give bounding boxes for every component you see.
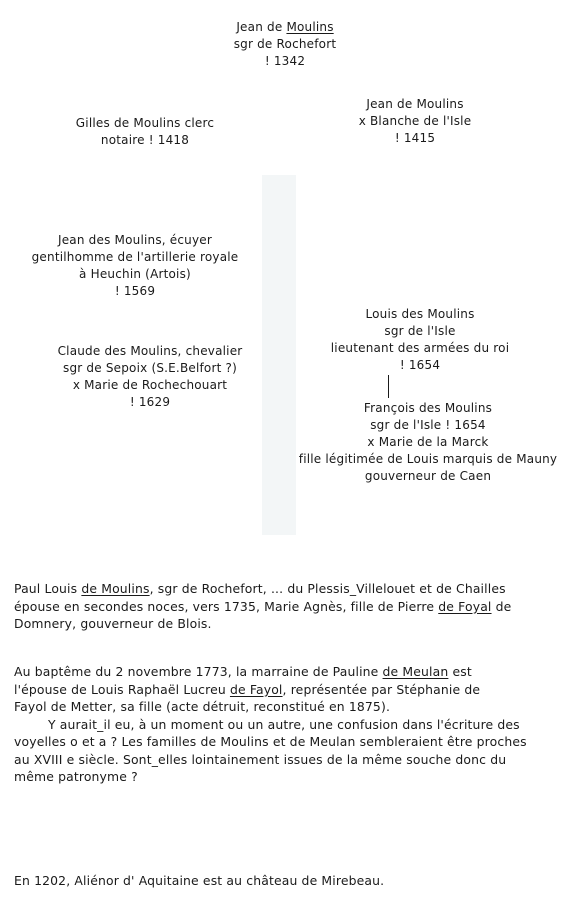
underlined-name: de Meulan: [382, 664, 449, 679]
entry-jean-1569-line3: à Heuchin (Artois): [79, 267, 191, 281]
entry-francois: [283, 400, 573, 485]
text-segment: est: [448, 664, 472, 679]
entry-louis: [320, 306, 520, 374]
entry-jean-1569-line2: gentilhomme de l'artillerie royale: [31, 250, 239, 264]
paragraph-bapteme-line4: Y aurait_il eu, à un moment ou un autre, une confusion dans l'écriture des: [48, 716, 520, 732]
paragraph-bapteme-line3: Fayol de Metter, sa fille (acte détruit, reconstitué en 1875).: [14, 699, 391, 714]
paragraph-paul-louis: [14, 580, 569, 633]
entry-jean-1415-line1: Jean de Moulins: [366, 97, 464, 111]
paragraph-bapteme-line5: voyelles o et a ? Les familles de Moulins et de Meulan sembleraient être proches: [14, 734, 527, 749]
entry-jean-1415-line3: ! 1415: [394, 131, 436, 145]
entry-gilles-line1: Gilles de Moulins clerc: [75, 116, 215, 130]
text-segment: , représentée par Stéphanie de: [282, 681, 481, 697]
text-segment: Au baptême du 2 novembre 1773, la marraine de Pauline: [14, 664, 383, 679]
lineage-connector-line: [388, 375, 389, 398]
entry-jean-1342: [220, 19, 350, 70]
entry-jean-1569-line1: Jean des Moulins, écuyer: [57, 233, 213, 247]
entry-francois-line1: François des Moulins: [363, 401, 493, 415]
name-surname-underlined: Moulins: [286, 20, 334, 34]
entry-francois-line5: gouverneur de Caen: [364, 469, 492, 483]
paragraph-paul-louis-line3: Domnery, gouverneur de Blois.: [14, 616, 212, 631]
entry-claude-line3: x Marie de Rochechouart: [72, 378, 228, 392]
entry-louis-line3: lieutenant des armées du roi: [330, 341, 510, 355]
text-segment: , sgr de Rochefort, ... du Plessis_Villelouet et de Chailles: [149, 581, 506, 596]
entry-gilles: [60, 115, 230, 149]
entry-claude-line1: Claude des Moulins, chevalier: [57, 344, 243, 358]
entry-francois-line2: sgr de l'Isle ! 1654: [370, 418, 486, 432]
entry-jean-1342-title: sgr de Rochefort: [233, 37, 337, 51]
name-prefix: Jean de: [236, 20, 287, 34]
entry-jean-1342-name: [220, 19, 350, 36]
text-segment: l'épouse de Louis Raphaël Lucreu: [14, 681, 230, 697]
entry-jean-1569-line4: ! 1569: [114, 284, 156, 298]
underlined-name: de Foyal: [438, 598, 492, 614]
paragraph-bapteme-line6: au XVIII e siècle. Sont_elles lointainement issues de la même souche donc du: [14, 751, 507, 767]
entry-louis-line1: Louis des Moulins: [365, 307, 475, 321]
entry-claude-line4: ! 1629: [129, 395, 171, 409]
underlined-name: de Fayol: [229, 681, 283, 697]
footer-note: En 1202, Aliénor d' Aquitaine est au château de Mirebeau.: [14, 873, 385, 888]
entry-claude-line2: sgr de Sepoix (S.E.Belfort ?): [63, 361, 237, 375]
underlined-name: de Moulins: [81, 581, 150, 596]
paragraph-paul-louis-line1: [14, 580, 569, 598]
entry-gilles-line2: notaire ! 1418: [100, 133, 190, 147]
paragraph-bapteme-line2: [14, 681, 569, 699]
entry-francois-line3: x Marie de la Marck: [367, 435, 489, 449]
entry-claude: [40, 343, 260, 411]
entry-jean-1569: [20, 232, 250, 300]
paragraph-bapteme-line7: même patronyme ?: [14, 769, 138, 784]
entry-louis-line4: ! 1654: [399, 358, 441, 372]
text-segment: Paul Louis: [14, 581, 82, 596]
entry-francois-line4: fille légitimée de Louis marquis de Mauny: [298, 452, 558, 466]
paragraph-paul-louis-line2: [14, 598, 569, 616]
entry-jean-1415: [350, 96, 480, 147]
paragraph-bapteme-line1: [14, 663, 569, 681]
entry-jean-1342-date: ! 1342: [264, 54, 306, 68]
paragraph-bapteme: [14, 663, 569, 786]
entry-jean-1415-line2: x Blanche de l'Isle: [358, 114, 472, 128]
text-segment: épouse en secondes noces, vers 1735, Marie Agnès, fille de Pierre: [14, 598, 439, 614]
entry-louis-line2: sgr de l'Isle: [384, 324, 456, 338]
text-segment: de: [491, 598, 512, 614]
